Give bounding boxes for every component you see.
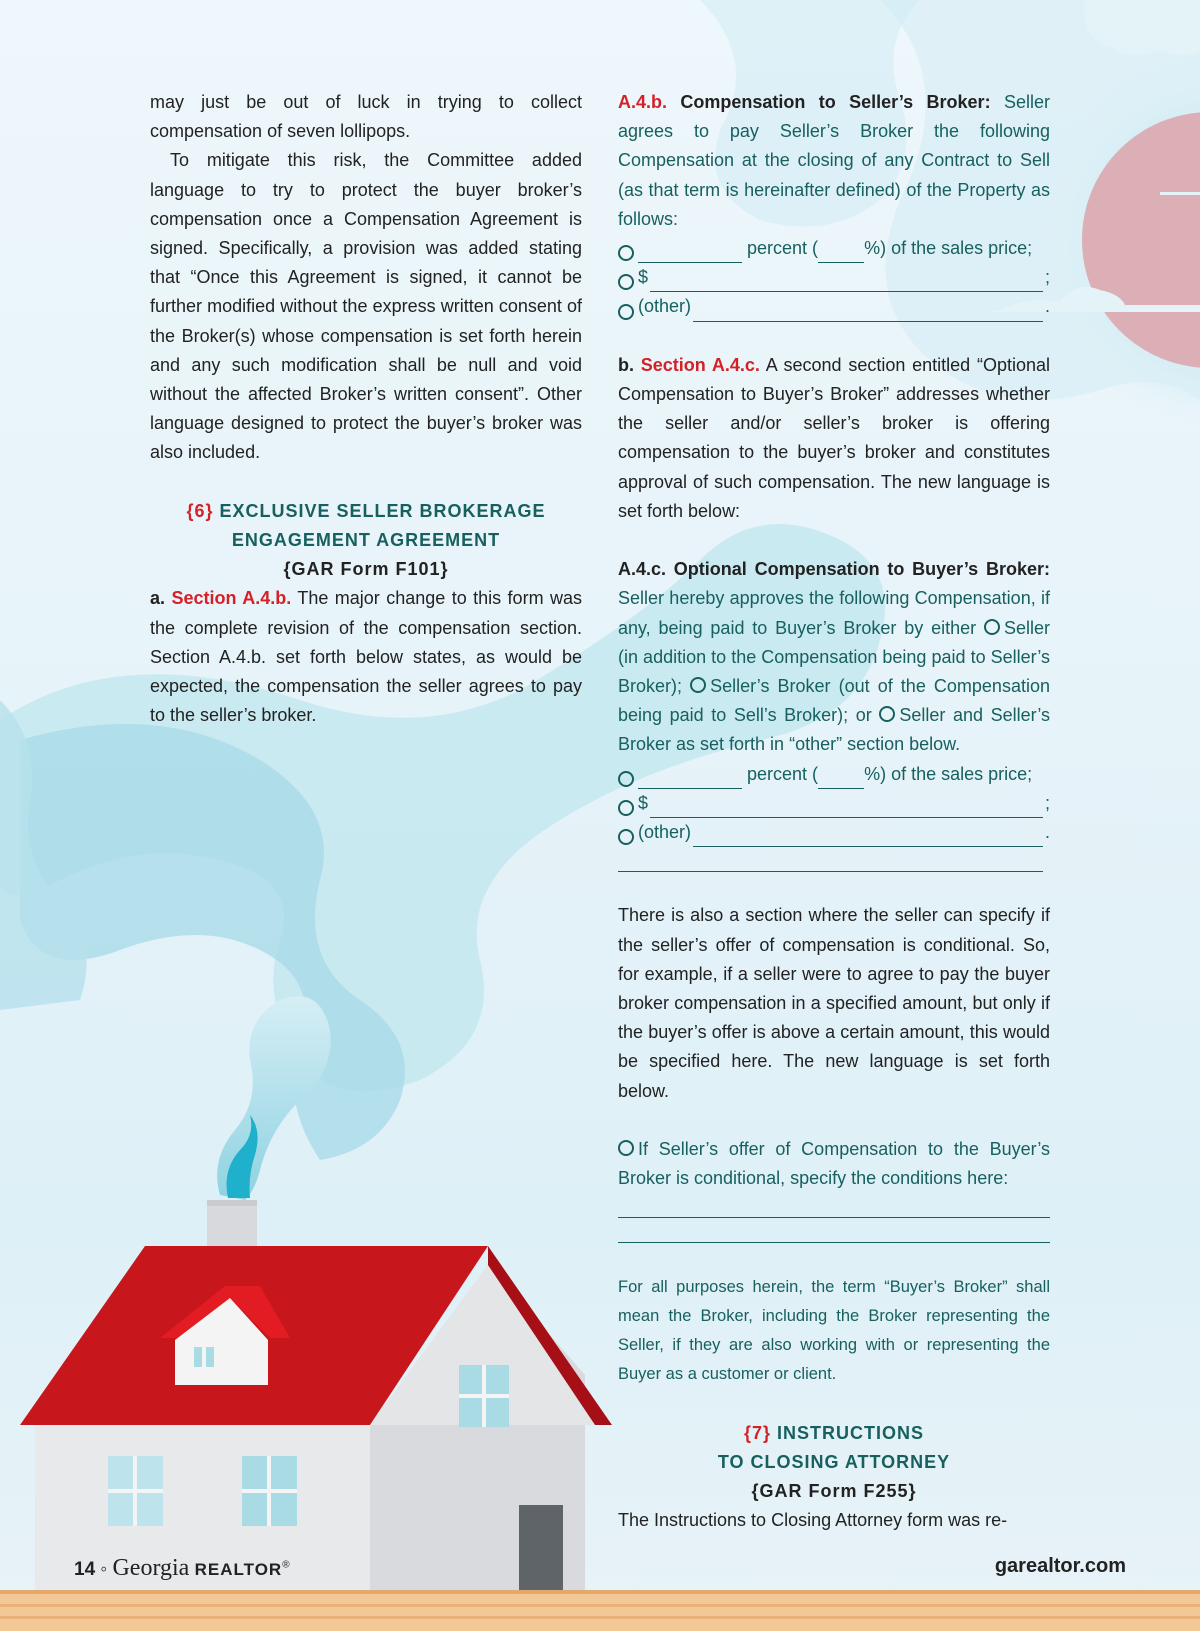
radio-circle-icon (618, 1140, 634, 1156)
ground-stripe-2 (0, 1604, 1200, 1607)
option-dollar: $ ; (618, 263, 1050, 292)
section-title: TO CLOSING ATTORNEY (717, 1451, 951, 1472)
radio-circle-icon (618, 800, 634, 816)
option-other: (other) . (618, 818, 1050, 847)
paragraph: a. Section A.4.b. The major change to this form was the complete revision of the compensation section. Section A.4.b. set forth below states, as would be expected, the compensation the seller agrees to pay to the seller’s broker. (150, 588, 582, 726)
radio-circle-icon (618, 304, 634, 320)
page-number: 14 (74, 1559, 96, 1580)
registered-mark: ® (282, 1559, 290, 1571)
paragraph: b. Section A.4.c. A second section entitled “Optional Compensation to Buyer’s Broker” addresses whether the seller and/or seller’s broker is offering compensation to the buyer’s broker and constitutes approval of such compensation. The new language is set forth below: (618, 354, 1051, 521)
ground (0, 1590, 1200, 1631)
house-chimney-cap (207, 1200, 257, 1206)
magazine-name: Georgia (112, 1555, 190, 1581)
section-number: 7 (751, 1422, 763, 1443)
form-excerpt: A.4.c. Optional Compensation to Buyer’s Broker: Seller hereby approves the following Compensation, if any, being paid to Buyer’s Broker by either Seller (in addition to the Compensation being paid to Seller’s Broker); Seller’s Broker (out of the Compensation being paid to Sell’s Broker); or Seller and Seller’s Broker as set forth in “other” section below. (618, 559, 1050, 755)
form-name: {GAR Form F255} (751, 1481, 917, 1502)
page-footer (74, 1555, 290, 1582)
magazine-brand: REALTOR (194, 1560, 283, 1579)
blank-line (618, 1218, 1050, 1243)
radio-circle-icon (618, 274, 634, 290)
footer-separator: ◦ (100, 1559, 108, 1580)
radio-circle-icon (618, 771, 634, 787)
form-excerpt: If Seller’s offer of Compensation to the Buyer’s Broker is conditional, specify the conditions here: (618, 1139, 1050, 1189)
ground-stripe-3 (0, 1616, 1200, 1619)
blank-line (618, 1193, 1050, 1218)
option-dollar: $ ; (618, 789, 1050, 818)
section-heading-6: {6} EXCLUSIVE SELLER BROKERAGE ENGAGEMENT AGREEMENT {GAR Form F101} (150, 497, 582, 585)
radio-circle-icon (690, 677, 706, 693)
radio-circle-icon (984, 619, 1000, 635)
house-chimney (207, 1202, 257, 1250)
paragraph: To mitigate this risk, the Committee added language to try to protect the buyer broker’s compensation once a Compensation Agreement is signed. Specifically, a provision was added stating that “Once this Agreement is signed, it cannot be further modified without the express written consent of the Broker(s) whose compensation is set forth herein and any such modification shall be null and void without the affected Broker’s written consent”. Other language designed to protect the buyer’s broker was also included. (150, 150, 582, 463)
left-column (150, 88, 582, 730)
form-excerpt: A.4.b. Compensation to Seller’s Broker: Seller agrees to pay Seller’s Broker the following Compensation at the closing of any Contract to Sell (as that term is hereinafter defined) of the Property as follows: (618, 92, 1050, 229)
section-title: ENGAGEMENT AGREEMENT (231, 530, 501, 551)
section-heading-7: {7} INSTRUCTIONS TO CLOSING ATTORNEY {GAR Form F255} (618, 1419, 1050, 1507)
paragraph: may just be out of luck in trying to collect compensation of seven lollipops. (150, 92, 582, 142)
radio-circle-icon (879, 706, 895, 722)
ground-stripe (0, 1590, 1200, 1594)
paragraph: There is also a section where the seller can specify if the seller’s offer of compensation is conditional. So, for example, if a seller were to agree to pay the buyer broker compensation in a specified amount, but only if the buyer’s offer is above a certain amount, this would be specified here. The new language is set forth below. (618, 905, 1050, 1101)
blank-line (618, 847, 1043, 872)
website-link[interactable]: garealtor.com (994, 1555, 1126, 1577)
section-title: INSTRUCTIONS (777, 1422, 925, 1443)
option-percent: percent ( %) of the sales price; (618, 760, 1050, 789)
section-number: 6 (194, 500, 206, 521)
house-door (519, 1505, 563, 1590)
radio-circle-icon (618, 829, 634, 845)
form-excerpt: For all purposes herein, the term “Buyer’s Broker” shall mean the Broker, including the Broker representing the Seller, if they are also working with or representing the Buyer as a customer or client. (618, 1277, 1050, 1384)
section-title: EXCLUSIVE SELLER BROKERAGE (219, 500, 546, 521)
right-column (618, 88, 1050, 1535)
option-percent: percent ( %) of the sales price; (618, 234, 1050, 263)
paragraph: The Instructions to Closing Attorney form was re- (618, 1510, 1008, 1531)
radio-circle-icon (618, 245, 634, 261)
option-other: (other) . (618, 292, 1050, 321)
form-name: {GAR Form F101} (283, 559, 449, 580)
